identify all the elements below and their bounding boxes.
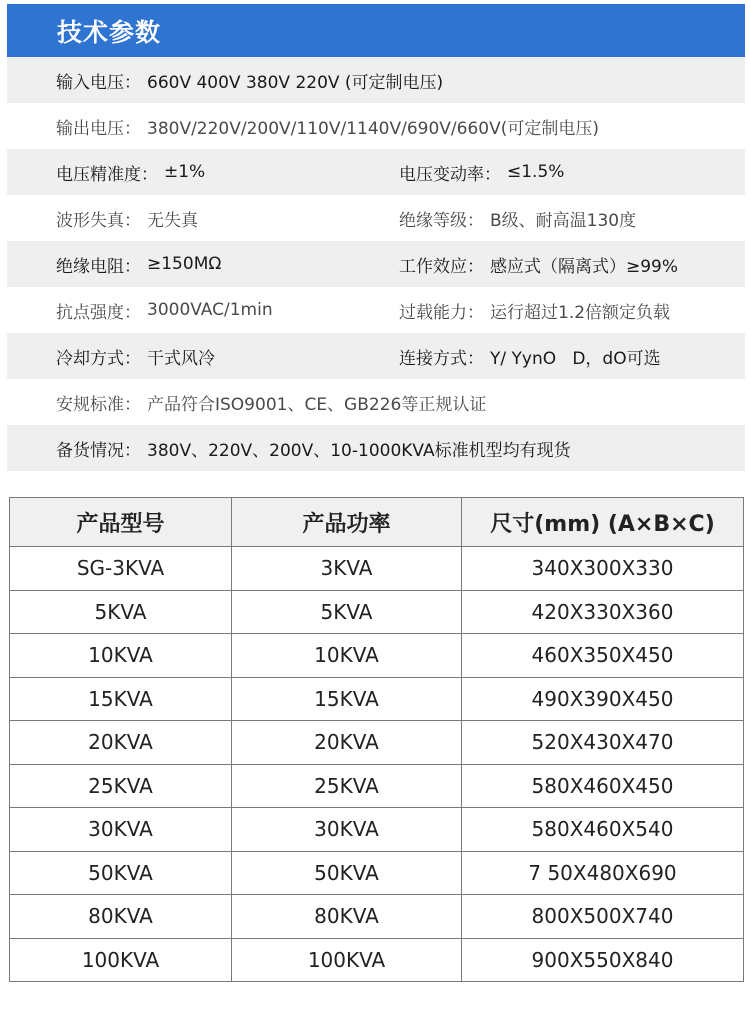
spec-value: B级、耐高温130度	[490, 210, 637, 231]
table-row	[10, 938, 744, 982]
product-table	[9, 497, 744, 982]
cell-power: 100KVA	[232, 938, 462, 982]
spec-label: 抗点强度：	[56, 302, 141, 323]
product-table-wrap	[9, 497, 743, 982]
cell-size: 580X460X540	[462, 808, 744, 852]
spec-row-voltage-accuracy	[7, 149, 745, 195]
section-title: 技术参数	[57, 17, 162, 47]
spec-cell	[399, 206, 636, 231]
spec-cell	[399, 160, 564, 185]
spec-value: 运行超过1.2倍额定负载	[490, 302, 671, 323]
spec-cell	[56, 114, 599, 139]
spec-label: 冷却方式：	[56, 348, 141, 369]
spec-cell	[399, 298, 670, 323]
cell-power: 15KVA	[232, 677, 462, 721]
spec-value: ≥150MΩ	[147, 254, 222, 274]
table-row	[10, 634, 744, 678]
spec-row-cooling	[7, 333, 745, 379]
header-power: 产品功率	[232, 498, 462, 547]
spec-value: 感应式（隔离式）≥99%	[490, 256, 679, 277]
spec-value: 无失真	[147, 210, 198, 231]
cell-power: 30KVA	[232, 808, 462, 852]
spec-label: 安规标准：	[56, 394, 141, 415]
spec-value: 380V/220V/200V/110V/1140V/690V/660V(可定制电压)	[147, 118, 599, 139]
table-row	[10, 721, 744, 765]
spec-cell	[56, 344, 215, 369]
cell-model: SG-3KVA	[10, 547, 232, 591]
spec-label: 输出电压：	[56, 118, 141, 139]
header-size: 尺寸(mm) (A×B×C)	[462, 498, 744, 547]
cell-size: 490X390X450	[462, 677, 744, 721]
cell-model: 100KVA	[10, 938, 232, 982]
spec-cell	[56, 206, 198, 231]
table-row	[10, 547, 744, 591]
cell-power: 80KVA	[232, 895, 462, 939]
cell-model: 30KVA	[10, 808, 232, 852]
spec-cell	[56, 68, 443, 93]
section-header	[7, 4, 745, 57]
table-row	[10, 851, 744, 895]
cell-size: 800X500X740	[462, 895, 744, 939]
spec-value: 660V 400V 380V 220V (可定制电压)	[147, 72, 444, 93]
cell-size: 580X460X450	[462, 764, 744, 808]
spec-cell	[56, 390, 486, 415]
spec-cell	[56, 436, 571, 461]
cell-size: 340X300X330	[462, 547, 744, 591]
spec-value: 干式风冷	[147, 348, 215, 369]
cell-model: 15KVA	[10, 677, 232, 721]
spec-row-strength	[7, 287, 745, 333]
spec-cell	[56, 160, 205, 185]
cell-model: 10KVA	[10, 634, 232, 678]
spec-label: 波形失真：	[56, 210, 141, 231]
spec-value: ≤1.5%	[507, 162, 565, 182]
cell-size: 7 50X480X690	[462, 851, 744, 895]
cell-power: 3KVA	[232, 547, 462, 591]
cell-model: 50KVA	[10, 851, 232, 895]
cell-size: 520X430X470	[462, 721, 744, 765]
spec-value: 3000VAC/1min	[147, 300, 273, 320]
cell-size: 420X330X360	[462, 590, 744, 634]
spec-label: 电压精准度：	[56, 164, 158, 185]
spec-cell	[399, 344, 661, 369]
cell-size: 900X550X840	[462, 938, 744, 982]
spec-label: 绝缘电阻：	[56, 256, 141, 277]
spec-value: Y/ YynO D，dO可选	[490, 348, 661, 369]
spec-label: 连接方式：	[399, 348, 484, 369]
cell-power: 25KVA	[232, 764, 462, 808]
spec-label: 电压变动率：	[399, 164, 501, 185]
spec-list	[7, 57, 745, 471]
spec-label: 绝缘等级：	[399, 210, 484, 231]
spec-row-output-voltage	[7, 103, 745, 149]
table-row	[10, 677, 744, 721]
table-row	[10, 808, 744, 852]
spec-label: 备货情况：	[56, 440, 141, 461]
cell-power: 10KVA	[232, 634, 462, 678]
cell-power: 5KVA	[232, 590, 462, 634]
spec-label: 过载能力：	[399, 302, 484, 323]
spec-value: 380V、220V、200V、10-1000KVA标准机型均有现货	[147, 440, 571, 461]
spec-row-insulation	[7, 241, 745, 287]
cell-model: 25KVA	[10, 764, 232, 808]
spec-row-waveform	[7, 195, 745, 241]
spec-row-standards	[7, 379, 745, 425]
spec-value: 产品符合ISO9001、CE、GB226等正规认证	[147, 394, 487, 415]
spec-cell	[56, 298, 273, 323]
cell-size: 460X350X450	[462, 634, 744, 678]
table-row	[10, 895, 744, 939]
spec-cell	[399, 252, 678, 277]
spec-cell	[56, 252, 221, 277]
header-model: 产品型号	[10, 498, 232, 547]
cell-model: 5KVA	[10, 590, 232, 634]
cell-model: 80KVA	[10, 895, 232, 939]
spec-label: 输入电压：	[56, 72, 141, 93]
spec-row-stock	[7, 425, 745, 471]
spec-row-input-voltage	[7, 57, 745, 103]
spec-label: 工作效应：	[399, 256, 484, 277]
table-row	[10, 590, 744, 634]
cell-model: 20KVA	[10, 721, 232, 765]
table-row	[10, 764, 744, 808]
cell-power: 50KVA	[232, 851, 462, 895]
spec-value: ±1%	[164, 162, 206, 182]
cell-power: 20KVA	[232, 721, 462, 765]
table-header-row	[10, 498, 744, 547]
